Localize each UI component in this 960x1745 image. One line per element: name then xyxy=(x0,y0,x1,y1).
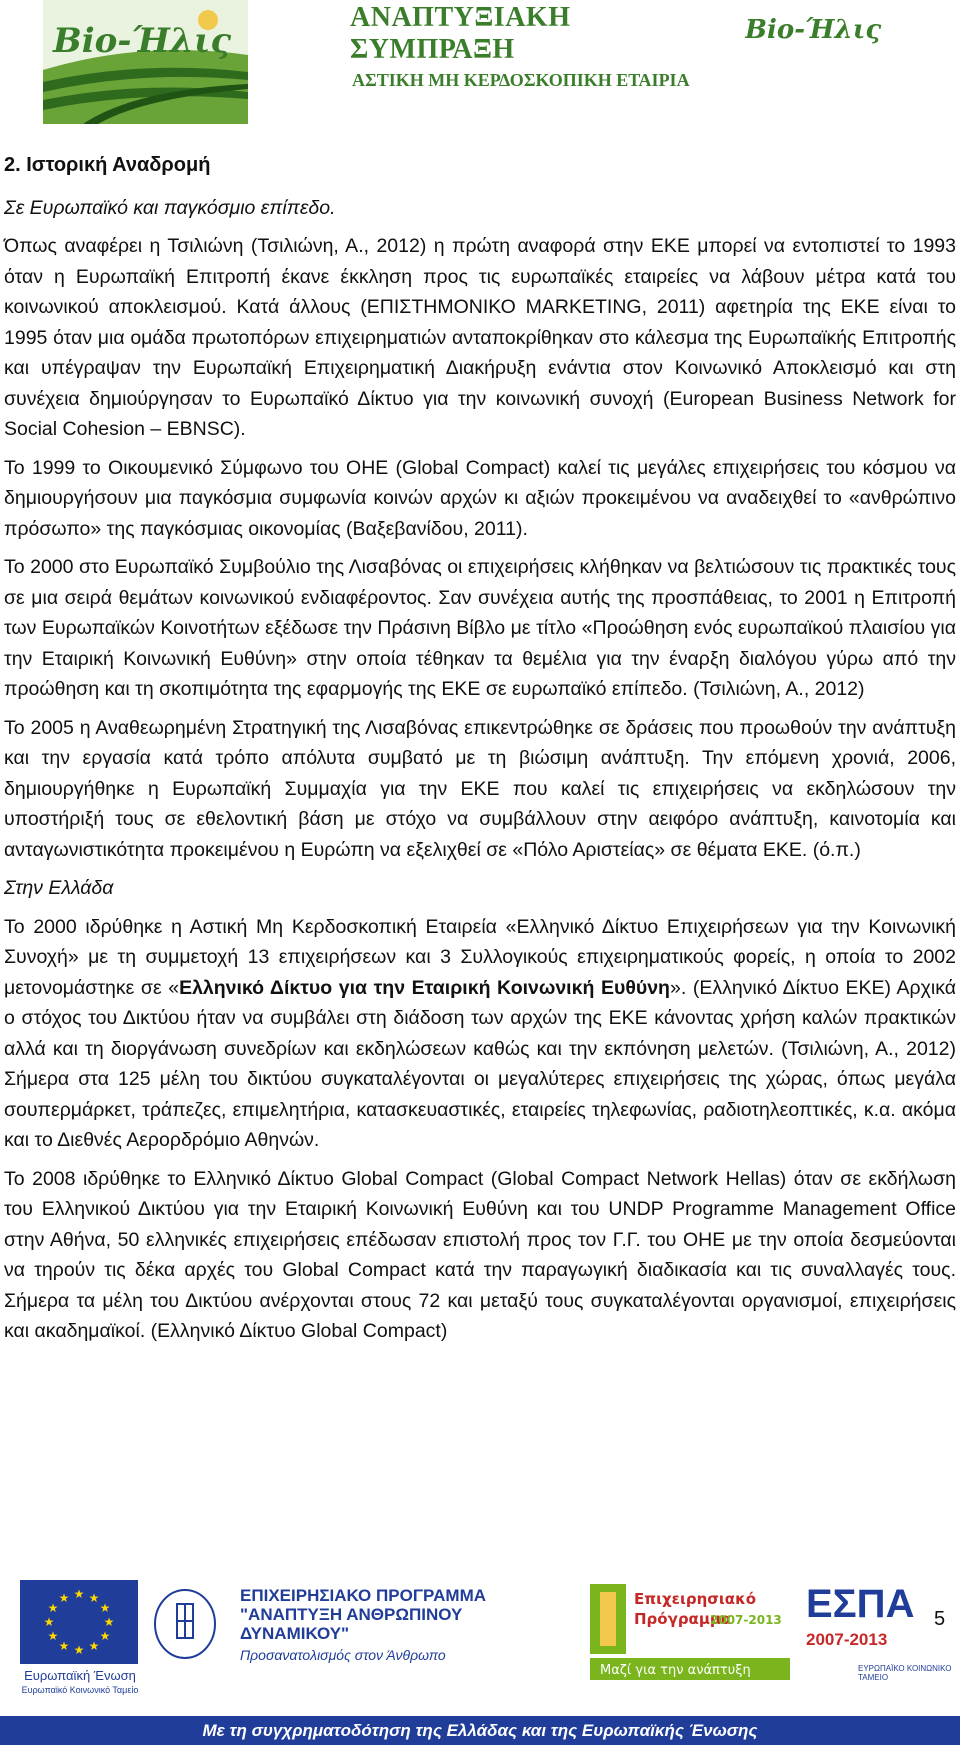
eu-flag-icon xyxy=(20,1580,138,1664)
operational-programme-title xyxy=(240,1586,570,1665)
espa-logo xyxy=(806,1582,956,1682)
logo-left-text: Bio-Ήλις xyxy=(53,21,232,61)
section-title: 2. Ιστορική Αναδρομή xyxy=(4,154,211,176)
svg-text:★: ★ xyxy=(58,1639,70,1653)
svg-text:★: ★ xyxy=(58,1591,70,1605)
eu-label-main: Ευρωπαϊκή Ένωση xyxy=(24,1668,136,1683)
svg-text:★: ★ xyxy=(43,1615,55,1629)
partnership-heading xyxy=(350,2,730,94)
bio-ilis-logo xyxy=(43,0,248,124)
svg-text:★: ★ xyxy=(73,1643,85,1657)
programme-logo xyxy=(590,1582,790,1682)
svg-text:★: ★ xyxy=(88,1639,100,1653)
subheading-greece: Στην Ελλάδα xyxy=(4,877,114,899)
paragraph-5-end: ». (Ελληνικό Δίκτυο ΕΚΕ) Αρχικά ο στόχος του Δικτύου ήταν να συμβάλει στη διάδοση των αρχών της ΕΚΕ κάνοντας χρήση καλών πρακτικών αλλά και τη διοργάνωση συνεδρίων και εκδηλώσεων καθώς και την εκπόνηση μελετών. (Τσιλιώνη, Α., 2012) Σήμερα στα 125 μέλη του δικτύου συγκαταλέγονται οι μεγαλύτερες επιχειρήσεις της χώρας, όπως μεγάλα σουπερμάρκετ, τράπεζες, επιμελητήρια, κατασκευαστικές, εταιρείες τηλεφωνίας, ραδιοτηλεοπτικές, κ.α. ακόμα και το Διεθνές Αερορδρόμιο Αθηνών. xyxy=(4,976,956,1151)
cofinancing-banner: Με τη συγχρηματοδότηση της Ελλάδας και της Ευρωπαϊκής Ένωσης xyxy=(0,1716,960,1745)
op-line-2: "ΑΝΑΠΤΥΞΗ ΑΝΘΡΩΠΙΝΟΥ ΔΥΝΑΜΙΚΟΥ" xyxy=(240,1605,463,1643)
espa-label: ΕΣΠΑ xyxy=(806,1582,915,1626)
paragraph-5 xyxy=(4,912,956,1156)
prog-slogan: Μαζί για την ανάπτυξη xyxy=(600,1663,751,1678)
document-body xyxy=(4,150,956,1355)
prog-years: 2007-2013 xyxy=(710,1613,782,1627)
paragraph-3: Το 2000 στο Ευρωπαϊκό Συμβούλιο της Λισαβόνας οι επιχειρήσεις κλήθηκαν να βελτιώσουν τις πρακτικές τους σε μια σειρά θεμάτων κοινωνικού ενδιαφέροντος. Σαν συνέχεια αυτής της προσπάθειας, το 2001 η Επιτροπή των Ευρωπαϊκών Κοινοτήτων εξέδωσε την Πράσινη Βίβλο με τίτλο «Προώθηση ενός ευρωπαϊκού πλαισίου για την Εταιρική Κοινωνική Ευθύνη» στην οποία τέθηκαν τα θεμέλια για την έναρξη διαλόγου γύρω από την προώθηση και τη σκοπιμότητα της εφαρμογής της ΕΚΕ σε ευρωπαϊκό επίπεδο. (Τσιλιώνη, Α., 2012) xyxy=(4,556,956,700)
paragraph-1: Όπως αναφέρει η Τσιλιώνη (Τσιλιώνη, Α., 2012) η πρώτη αναφορά στην ΕΚΕ μπορεί να εντοπιστεί το 1993 όταν η Ευρωπαϊκή Επιτροπή έκανε έκκληση προς τις ευρωπαϊκές εταιρείες να λάβουν μέτρα κατά του κοινωνικού αποκλεισμού. Κατά άλλους (ΕΠΙΣΤΗΜΟΝΙΚΟ MARKETING, 2011) αφετηρία της ΕΚΕ είναι το 1995 όταν μια ομάδα πρωτοπόρων επιχειρηματιών ανταποκρίθηκαν στο κάλεσμα της Ευρωπαϊκής Επιτροπής και υπέγραψαν την Ευρωπαϊκή Επιχειρηματική Διακήρυξη ενάντια στον Κοινωνικό Αποκλεισμό και στη συνέχεια δημιούργησαν το Ευρωπαϊκό Δίκτυο για την κοινωνική συνοχή (European Business Network for Social Cohesion – EBNSC). xyxy=(4,235,956,440)
logo-right-text: Bio-Ήλις xyxy=(745,15,882,45)
greek-emblem-icon xyxy=(150,1582,220,1662)
bio-ilis-small-logo xyxy=(745,6,895,50)
prog-title-2: Πρόγραμμα xyxy=(634,1610,732,1628)
eu-label-sub: Ευρωπαϊκό Κοινωνικό Ταμείο xyxy=(21,1685,139,1695)
paragraph-6: Το 2008 ιδρύθηκε το Ελληνικό Δίκτυο Global Compact (Global Compact Network Hellas) όταν σε εκδήλωση του Ελληνικού Δικτύου για την Εταιρική Κοινωνική Ευθύνη και του UNDP Programme Management Office στην Αθήνα, 50 ελληνικές επιχειρήσεις επέδωσαν επιστολή προς τον Γ.Γ. του ΟΗΕ με την οποία δεσμεύονται να τηρούν τις δέκα αρχές του Global Compact κατά την παραγωγική διαδικασία και τις συναλλαγές τους. Σήμερα τα μέλη του Δικτύου ανέρχονται στους 72 και μεταξύ τους συγκαταλέγονται οργανισμοί, επιχειρήσεις και ακαδημαϊκοί. (Ελληνικό Δίκτυο Global Compact) xyxy=(4,1167,956,1342)
paragraph-5-start: Το 2000 ιδρύθηκε η Αστική Μη Κερδοσκοπική Εταιρεία «Ελληνικό Δίκτυο Επιχειρήσεων για την Κοινωνική Συνοχή» με τη συμμετοχή 13 επιχειρήσεων και 3 Συλλογικούς επιχειρηματικούς φορείς, η οποία το 2002 μετονομάστηκε σε « xyxy=(4,915,956,999)
network-name-bold: Ελληνικό Δίκτυο για την Εταιρική Κοινωνική Ευθύνη xyxy=(179,976,670,999)
svg-text:★: ★ xyxy=(99,1601,111,1615)
op-line-3: Προσανατολισμός στον Άνθρωπο xyxy=(240,1647,446,1663)
svg-text:★: ★ xyxy=(73,1587,85,1601)
paragraph-2: Το 1999 το Οικουμενικό Σύμφωνο του ΟΗΕ (Global Compact) καλεί τις μεγάλες επιχειρήσεις του κόσμου να δημιουργήσουν μια παγκόσμια συμφωνία κοινών αρχών κι αξιών προκειμένου να αναδειχθεί το «ανθρώπινο πρόσωπο» της παγκόσμιας οικονομίας (Βαξεβανίδου, 2011). xyxy=(4,456,956,540)
op-line-1: ΕΠΙΧΕΙΡΗΣΙΑΚΟ ΠΡΟΓΡΑΜΜΑ xyxy=(240,1586,487,1605)
paragraph-4: Το 2005 η Αναθεωρημένη Στρατηγική της Λισαβόνας επικεντρώθηκε σε δράσεις που προωθούν την ανάπτυξη και την εργασία κατά τρόπο απόλυτα συμβατό με τη βιώσιμη ανάπτυξη. Την επόμενη χρονιά, 2006, δημιουργήθηκε η Ευρωπαϊκή Συμμαχία για την ΕΚΕ που καλεί τις επιχειρήσεις να εκδηλώσουν την υποστήριξή τους σε εθελοντική βάση με στόχο να συμβάλλουν στην αειφόρο ανάπτυξη, καινοτομία και ανταγωνιστικότητα προκειμένου η Ευρώπη να εξελιχθεί σε «Πόλο Αριστείας» σε θέματα ΕΚΕ. (ό.π.) xyxy=(4,716,956,861)
svg-text:★: ★ xyxy=(103,1615,115,1629)
svg-text:★: ★ xyxy=(47,1601,59,1615)
svg-text:★: ★ xyxy=(88,1591,100,1605)
partnership-title: ΑΝΑΠΤΥΞΙΑΚΗ ΣΥΜΠΡΑΞΗ xyxy=(350,2,571,65)
page-number: 5 xyxy=(934,1608,946,1630)
subheading-europe: Σε Ευρωπαϊκό και παγκόσμιο επίπεδο. xyxy=(4,196,336,219)
partnership-subtitle: ΑΣΤΙΚΗ ΜΗ ΚΕΡΔΟΣΚΟΠΙΚΗ ΕΤΑΙΡΙΑ xyxy=(352,70,690,90)
page-header xyxy=(0,0,960,130)
espa-years: 2007-2013 xyxy=(806,1630,888,1649)
espa-fund: ΕΥΡΩΠΑΪΚΟ ΚΟΙΝΩΝΙΚΟ ΤΑΜΕΙΟ xyxy=(858,1664,952,1682)
svg-text:★: ★ xyxy=(99,1629,111,1643)
footer-logos xyxy=(0,1578,960,1710)
eu-label xyxy=(14,1668,146,1698)
prog-title-1: Επιχειρησιακό xyxy=(634,1590,757,1608)
svg-text:★: ★ xyxy=(47,1629,59,1643)
